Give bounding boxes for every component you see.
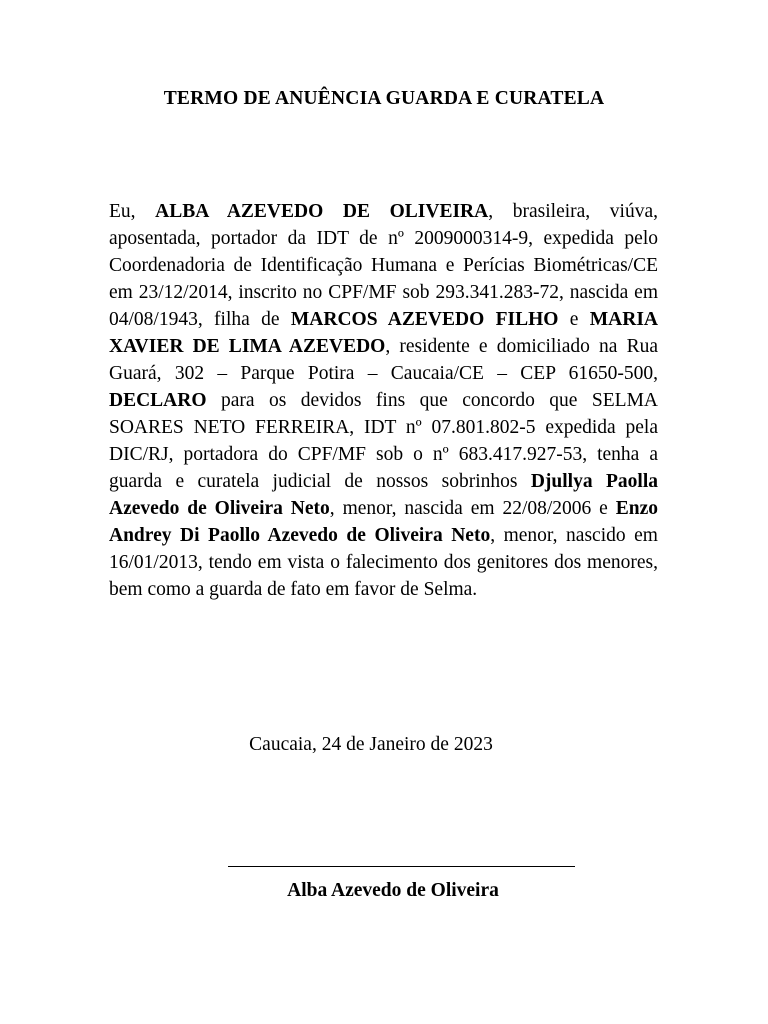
body-text: Eu, <box>109 201 156 222</box>
signature-line <box>228 866 575 867</box>
declaration-paragraph <box>109 198 658 603</box>
mother-name: MARIA XAVIER DE LIMA AZEVEDO <box>109 309 659 357</box>
body-text: , menor, nascido em 16/01/2013, tendo em vista o falecimento dos genitores dos menores, bem como a guarda de fato em favor de Selma. <box>109 525 658 600</box>
declarant-name: ALBA AZEVEDO DE OLIVEIRA <box>155 201 489 222</box>
declaro-keyword: DECLARO <box>109 390 207 411</box>
minor-name-2: Enzo Andrey Di Paollo Azevedo de Oliveira Neto <box>109 498 658 546</box>
place-and-date: Caucaia, 24 de Janeiro de 2023 <box>249 734 493 755</box>
minor-name-1: Djullya Paolla Azevedo de Oliveira Neto <box>109 471 658 519</box>
father-name: MARCOS AZEVEDO FILHO <box>290 309 559 330</box>
body-text: para os devidos fins que concordo que SELMA SOARES NETO FERREIRA, IDT nº 07.801.802-5 expedida pela DIC/RJ, portadora do CPF/MF sob o nº 683.417.927-53, tenha a guarda e curatela judicial de nossos sobrinhos <box>109 390 658 492</box>
body-text: , brasileira, viúva, aposentada, portador da IDT de nº 2009000314-9, expedida pelo Coordenadoria de Identificação Humana e Perícias Biométricas/CE em 23/12/2014, inscrito no CPF/MF sob 293.341.283-72, nascida em 04/08/1943, filha de <box>109 201 658 330</box>
body-text: , menor, nascida em 22/08/2006 e <box>329 498 616 519</box>
document-title: TERMO DE ANUÊNCIA GUARDA E CURATELA <box>163 88 605 109</box>
body-text: , residente e domiciliado na Rua Guará, 302 – Parque Potira – Caucaia/CE – CEP 61650-500, <box>109 336 658 384</box>
body-text: e <box>558 309 590 330</box>
signatory-name: Alba Azevedo de Oliveira <box>287 880 499 901</box>
